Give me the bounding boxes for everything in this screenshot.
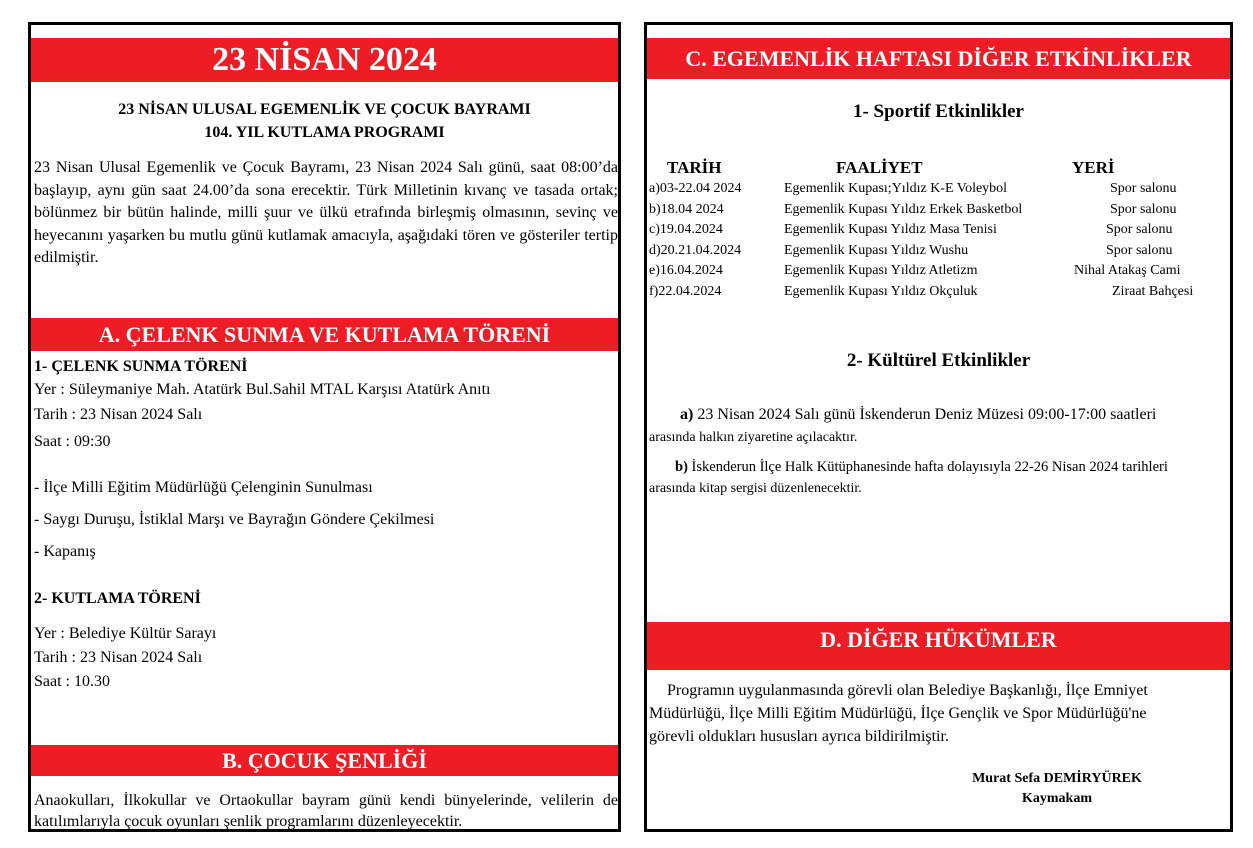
table-header-row — [647, 157, 1193, 179]
table-row — [647, 261, 1193, 282]
celebration-date: Tarih : 23 Nisan 2024 Salı — [34, 649, 203, 666]
row-date: d)20.21.04.2024 — [649, 242, 742, 258]
cultural-heading: 2- Kültürel Etkinlikler — [846, 350, 1031, 371]
row-date: f)22.04.2024 — [649, 283, 722, 299]
section-d-line1: Programın uygulanmasında görevli olan Belediye Başkanlığı, İlçe Emniyet — [667, 682, 1148, 699]
row-place: Spor salonu — [1106, 242, 1173, 258]
row-place: Ziraat Bahçesi — [1112, 283, 1194, 299]
section-d-band — [647, 622, 1230, 670]
row-place: Spor salonu — [1110, 181, 1177, 196]
section-c-band — [647, 38, 1230, 79]
table-row — [647, 179, 1193, 200]
row-date: c)19.04.2024 — [649, 222, 723, 237]
signature-name: Murat Sefa DEMİRYÜREK — [972, 771, 1142, 786]
celebration-place: Yer : Belediye Kültür Sarayı — [34, 625, 217, 642]
row-activity: Egemenlik Kupası Yıldız Wushu — [784, 242, 969, 258]
section-d-title: D. DİĞER HÜKÜMLER — [820, 627, 1057, 652]
wreath-heading: 1- ÇELENK SUNMA TÖRENİ — [34, 358, 248, 375]
table-row — [647, 241, 1193, 262]
row-place: Spor salonu — [1110, 201, 1177, 217]
wreath-place: Yer : Süleymaniye Mah. Atatürk Bul.Sahil MTAL Karşısı Atatürk Anıtı — [34, 381, 491, 398]
row-activity: Egemenlik Kupası Yıldız Erkek Basketbol — [784, 201, 1023, 217]
right-panel — [644, 22, 1233, 832]
sports-table — [647, 157, 1193, 302]
row-activity: Egemenlik Kupası Yıldız Masa Tenisi — [784, 222, 997, 237]
row-date: b)18.04 2024 — [649, 201, 724, 217]
wreath-date: Tarih : 23 Nisan 2024 Salı — [34, 406, 203, 423]
cultural-item-a — [680, 406, 1156, 424]
celebration-time: Saat : 10.30 — [34, 673, 110, 690]
row-activity: Egemenlik Kupası Yıldız Okçuluk — [784, 283, 978, 299]
cultural-a-continuation: arasında halkın ziyaretine açılacaktır. — [649, 430, 858, 445]
row-date: e)16.04.2024 — [649, 263, 723, 278]
signature-title: Kaymakam — [1022, 791, 1092, 806]
section-a-band — [31, 318, 618, 351]
header-activity: FAALİYET — [836, 158, 923, 177]
wreath-item: - İlçe Milli Eğitim Müdürlüğü Çelenginin Sunulması — [34, 479, 373, 496]
row-activity: Egemenlik Kupası;Yıldız K-E Voleybol — [784, 181, 1008, 196]
cultural-b-text: İskenderun İlçe Halk Kütüphanesinde hafta dolayısıyla 22-26 Nisan 2024 tarihleri — [691, 459, 1168, 475]
main-title-band — [31, 38, 618, 82]
section-c-title: C. EGEMENLİK HAFTASI DİĞER ETKİNLİKLER — [685, 46, 1192, 71]
wreath-item: - Saygı Duruşu, İstiklal Marşı ve Bayrağın Göndere Çekilmesi — [34, 511, 435, 528]
row-activity: Egemenlik Kupası Yıldız Atletizm — [784, 263, 978, 278]
main-title: 23 NİSAN 2024 — [212, 41, 437, 78]
section-b-paragraph: Anaokulları, İlkokullar ve Ortaokullar bayram günü kendi bünyelerinde, velilerin de katılımlarıyla çocuk oyunları şenlik programlarını düzenleyecektir. — [34, 792, 618, 830]
section-b-band — [31, 745, 618, 776]
header-date: TARİH — [667, 158, 722, 177]
cultural-a-label: a) — [680, 406, 694, 423]
row-place: Spor salonu — [1106, 222, 1173, 237]
table-row — [647, 200, 1193, 221]
cultural-a-text: 23 Nisan 2024 Salı günü İskenderun Deniz Müzesi 09:00-17:00 saatleri — [697, 406, 1157, 423]
table-row — [647, 220, 1193, 241]
table-row — [647, 282, 1193, 303]
program-title-line1: 23 NİSAN ULUSAL EGEMENLİK VE ÇOCUK BAYRAMI — [118, 101, 531, 118]
program-title-line2: 104. YIL KUTLAMA PROGRAMI — [204, 124, 445, 141]
row-date: a)03-22.04 2024 — [649, 181, 742, 196]
wreath-item: - Kapanış — [34, 543, 96, 560]
section-a-title: A. ÇELENK SUNMA VE KUTLAMA TÖRENİ — [98, 322, 551, 347]
cultural-b-label: b) — [675, 459, 688, 475]
left-panel — [28, 22, 621, 832]
cultural-item-b — [675, 459, 1168, 476]
celebration-heading: 2- KUTLAMA TÖRENİ — [34, 590, 201, 607]
sports-heading: 1- Sportif Etkinlikler — [852, 101, 1024, 122]
intro-paragraph: 23 Nisan Ulusal Egemenlik ve Çocuk Bayramı, 23 Nisan 2024 Salı günü, saat 08:00’da başlayıp, aynı gün saat 24.00’da sona erecektir. Türk Milletinin kıvanç ve tasada ortak; bölünmez bir bütün halinde, milli şuur ve ülkü etrafında birleşmiş olmasının, sevinç ve heyecanını yaşarken bu mutlu günü kutlamak amacıyla, aşağıdaki tören ve gösteriler tertip edilmiştir. — [34, 159, 618, 266]
header-place: YERİ — [1072, 158, 1115, 177]
section-d-line3: görevli oldukları hususları ayrıca bildirilmiştir. — [649, 728, 949, 745]
cultural-b-continuation: arasında kitap sergisi düzenlenecektir. — [649, 481, 862, 496]
section-d-line2: Müdürlüğü, İlçe Milli Eğitim Müdürlüğü, İlçe Gençlik ve Spor Müdürlüğü'ne — [649, 705, 1147, 722]
row-place: Nihal Atakaş Cami — [1074, 263, 1181, 278]
section-b-title: B. ÇOCUK ŞENLİĞİ — [222, 748, 427, 773]
wreath-time: Saat : 09:30 — [34, 433, 111, 450]
